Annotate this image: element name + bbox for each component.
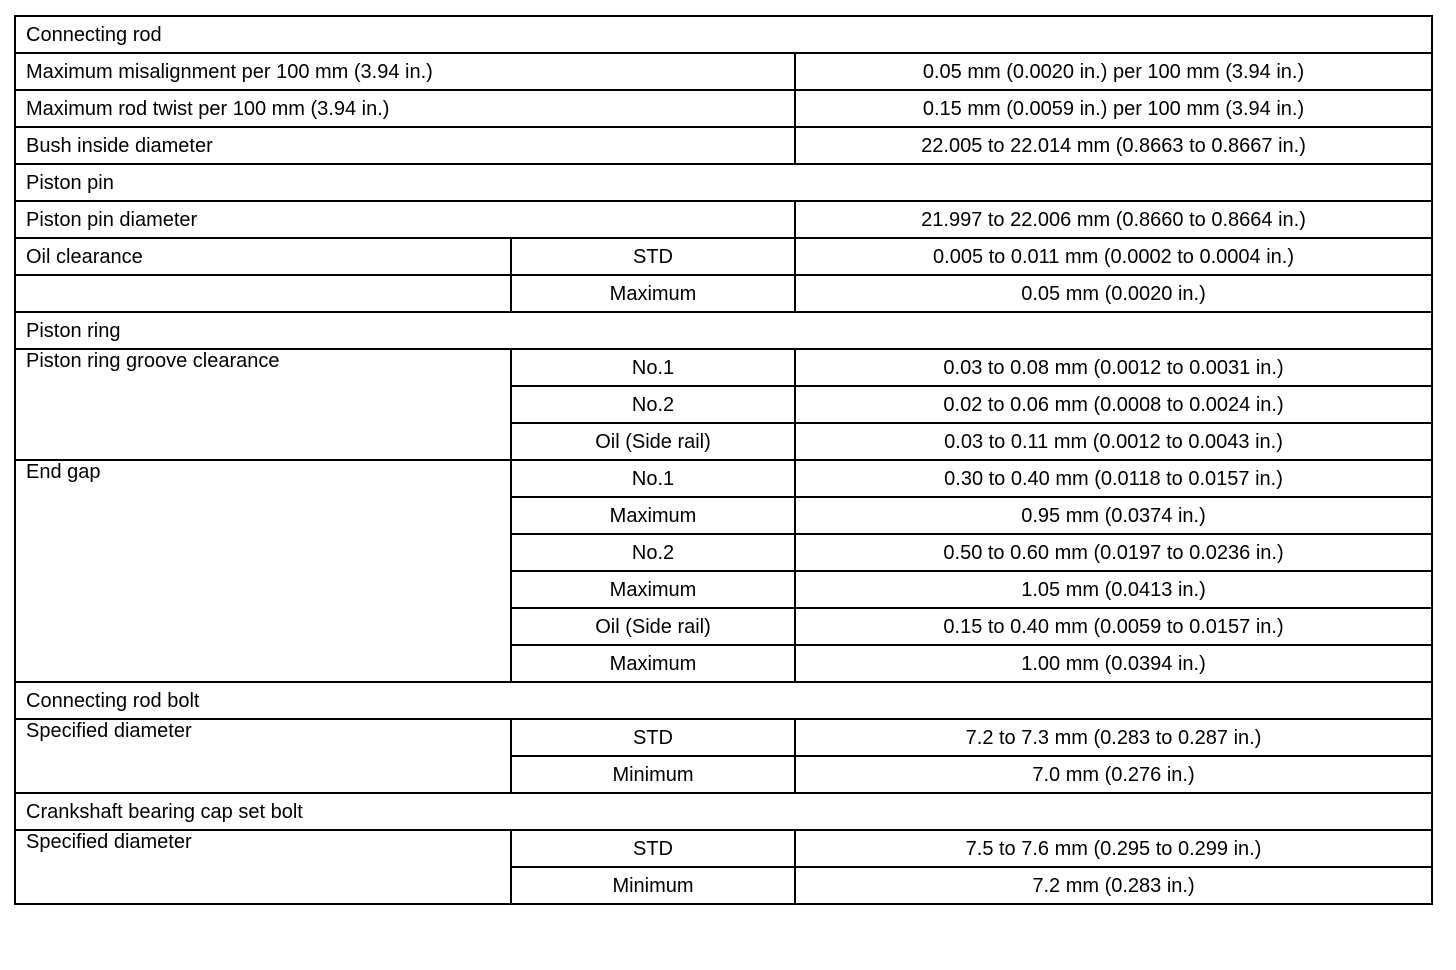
section-row — [15, 312, 1432, 349]
spec-item-label: Bush inside diameter — [15, 127, 795, 164]
spec-row — [15, 460, 1432, 497]
spec-value: 21.997 to 22.006 mm (0.8660 to 0.8664 in.) — [795, 201, 1432, 238]
spec-value: 0.15 to 0.40 mm (0.0059 to 0.0157 in.) — [795, 608, 1432, 645]
spec-value: 7.2 mm (0.283 in.) — [795, 867, 1432, 904]
spec-value: 1.00 mm (0.0394 in.) — [795, 645, 1432, 682]
section-heading: Crankshaft bearing cap set bolt — [15, 793, 1432, 830]
section-heading: Piston pin — [15, 164, 1432, 201]
spec-condition: STD — [511, 238, 795, 275]
spec-item-label: Piston ring groove clearance — [15, 349, 511, 460]
spec-condition: Oil (Side rail) — [511, 423, 795, 460]
spec-value: 0.05 mm (0.0020 in.) — [795, 275, 1432, 312]
section-row — [15, 682, 1432, 719]
spec-item-label: Oil clearance — [15, 238, 511, 275]
spec-condition: Maximum — [511, 497, 795, 534]
spec-value: 7.2 to 7.3 mm (0.283 to 0.287 in.) — [795, 719, 1432, 756]
spec-row — [15, 719, 1432, 756]
spec-condition: STD — [511, 719, 795, 756]
spec-row — [15, 349, 1432, 386]
section-row — [15, 16, 1432, 53]
spec-value: 0.95 mm (0.0374 in.) — [795, 497, 1432, 534]
spec-value: 0.15 mm (0.0059 in.) per 100 mm (3.94 in.) — [795, 90, 1432, 127]
spec-condition: Minimum — [511, 867, 795, 904]
spec-row — [15, 127, 1432, 164]
spec-value: 0.05 mm (0.0020 in.) per 100 mm (3.94 in.) — [795, 53, 1432, 90]
spec-item-label: Specified diameter — [15, 719, 511, 793]
spec-row — [15, 90, 1432, 127]
section-heading: Connecting rod bolt — [15, 682, 1432, 719]
spec-value: 0.03 to 0.08 mm (0.0012 to 0.0031 in.) — [795, 349, 1432, 386]
spec-item-label: Piston pin diameter — [15, 201, 795, 238]
spec-condition: No.2 — [511, 386, 795, 423]
spec-row — [15, 201, 1432, 238]
spec-value: 7.0 mm (0.276 in.) — [795, 756, 1432, 793]
section-heading: Connecting rod — [15, 16, 1432, 53]
spec-value: 7.5 to 7.6 mm (0.295 to 0.299 in.) — [795, 830, 1432, 867]
spec-condition: No.1 — [511, 460, 795, 497]
spec-row — [15, 830, 1432, 867]
spec-row — [15, 53, 1432, 90]
spec-condition: Oil (Side rail) — [511, 608, 795, 645]
spec-value: 22.005 to 22.014 mm (0.8663 to 0.8667 in.) — [795, 127, 1432, 164]
spec-value: 0.03 to 0.11 mm (0.0012 to 0.0043 in.) — [795, 423, 1432, 460]
section-row — [15, 793, 1432, 830]
spec-value: 1.05 mm (0.0413 in.) — [795, 571, 1432, 608]
spec-value: 0.02 to 0.06 mm (0.0008 to 0.0024 in.) — [795, 386, 1432, 423]
spec-row — [15, 238, 1432, 275]
spec-item-label: Maximum misalignment per 100 mm (3.94 in.) — [15, 53, 795, 90]
spec-condition: Maximum — [511, 571, 795, 608]
spec-item-label — [15, 275, 511, 312]
spec-item-label: Maximum rod twist per 100 mm (3.94 in.) — [15, 90, 795, 127]
spec-item-label: End gap — [15, 460, 511, 682]
section-row — [15, 164, 1432, 201]
spec-condition: Minimum — [511, 756, 795, 793]
spec-value: 0.30 to 0.40 mm (0.0118 to 0.0157 in.) — [795, 460, 1432, 497]
spec-item-label: Specified diameter — [15, 830, 511, 904]
spec-condition: STD — [511, 830, 795, 867]
spec-condition: No.2 — [511, 534, 795, 571]
spec-row — [15, 275, 1432, 312]
specification-table — [14, 15, 1433, 905]
spec-condition: Maximum — [511, 645, 795, 682]
specification-table-body — [15, 16, 1432, 904]
spec-value: 0.50 to 0.60 mm (0.0197 to 0.0236 in.) — [795, 534, 1432, 571]
spec-condition: No.1 — [511, 349, 795, 386]
section-heading: Piston ring — [15, 312, 1432, 349]
spec-condition: Maximum — [511, 275, 795, 312]
spec-value: 0.005 to 0.011 mm (0.0002 to 0.0004 in.) — [795, 238, 1432, 275]
